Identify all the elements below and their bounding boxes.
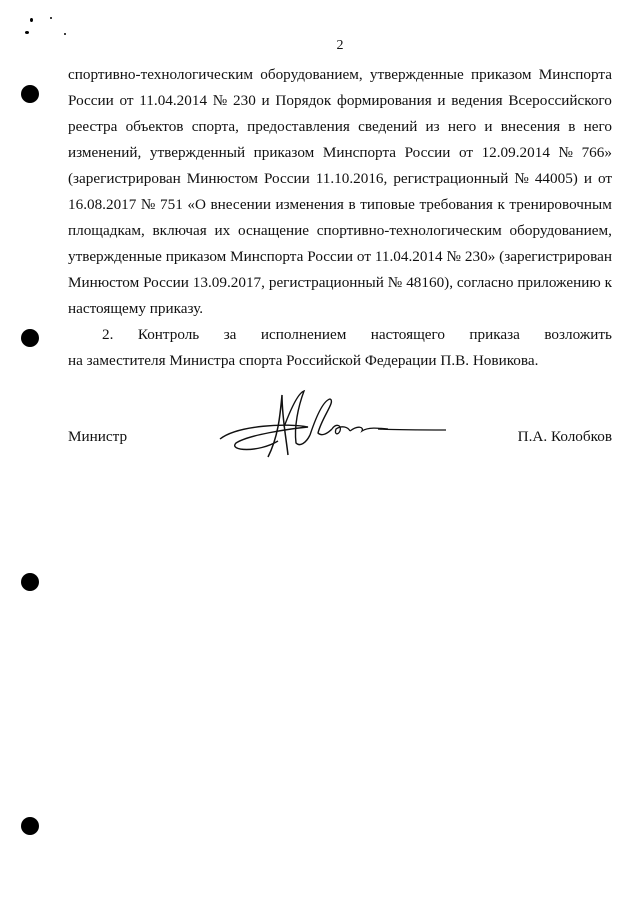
body-word: №	[558, 144, 573, 161]
body-word: спорта,	[191, 118, 239, 135]
body-word: №	[446, 248, 462, 265]
body-word: него	[447, 118, 477, 135]
body-word: в	[348, 196, 356, 213]
body-word: 48160),	[406, 274, 454, 291]
body-line	[68, 88, 612, 114]
body-word: сведений	[358, 118, 418, 135]
signer-name: П.А. Колобков	[517, 428, 612, 445]
body-word: 11.10.2016,	[315, 170, 388, 187]
body-word: России	[263, 170, 310, 187]
body-line	[68, 218, 612, 244]
body-word: Порядок	[275, 92, 332, 109]
body-word: внесения	[500, 118, 561, 135]
body-line	[68, 270, 612, 296]
paragraph-1-last-line: настоящему приказу.	[68, 300, 204, 317]
body-word: от	[458, 144, 473, 161]
body-word: тренировочным	[509, 196, 612, 213]
scan-speck	[64, 33, 66, 35]
body-word: России	[404, 144, 451, 161]
binder-hole-3	[21, 573, 39, 591]
body-word: Минюстом	[68, 274, 140, 291]
body-word: Всероссийского	[508, 92, 612, 109]
binder-hole-1	[21, 85, 39, 103]
item-2-word: возложить	[544, 326, 612, 343]
scan-speck	[50, 17, 52, 19]
body-word: спортивно-технологическим	[68, 66, 254, 83]
item-2-word: за	[223, 326, 237, 343]
body-word: регистрационный	[268, 274, 384, 291]
body-word: площадкам,	[68, 222, 145, 239]
body-word: формирования	[337, 92, 432, 109]
body-word: 16.08.2017	[68, 196, 137, 213]
body-word: регистрационный	[393, 170, 509, 187]
body-word: внесении	[210, 196, 271, 213]
body-word: (зарегистрирован	[499, 248, 612, 265]
scan-speck	[30, 18, 33, 22]
body-word: 12.09.2014	[481, 144, 550, 161]
body-word: Минюстом	[186, 170, 258, 187]
item-2-word: 2.	[102, 326, 114, 343]
item-2-word: приказа	[469, 326, 520, 343]
body-word: приказом	[470, 66, 532, 83]
body-word: оснащение	[238, 222, 310, 239]
body-word: него	[583, 118, 612, 135]
body-word: Минспорта	[538, 66, 612, 83]
body-word: 13.09.2017,	[192, 274, 265, 291]
scan-speck	[25, 31, 29, 34]
binder-hole-4	[21, 817, 39, 835]
body-word: «О	[187, 196, 206, 213]
handwritten-signature	[218, 387, 448, 467]
body-word: их	[214, 222, 231, 239]
body-word: 11.04.2014	[139, 92, 208, 109]
body-word: приложению	[517, 274, 601, 291]
body-word: изменений,	[68, 144, 142, 161]
item-2-word: настоящего	[370, 326, 445, 343]
body-word: 11.04.2014	[374, 248, 443, 265]
body-word: от	[119, 92, 134, 109]
body-word: и	[583, 170, 592, 187]
body-word: оборудованием,	[260, 66, 363, 83]
body-word: согласно	[456, 274, 514, 291]
signature-block	[68, 422, 612, 462]
body-word: утвержденные	[68, 248, 162, 265]
body-word: 230	[233, 92, 256, 109]
item-2-last-line: на заместителя Министра спорта Российской Федерации П.В. Новикова.	[68, 352, 539, 369]
body-word: к	[604, 274, 612, 291]
body-word: в	[568, 118, 576, 135]
document-body	[68, 62, 612, 374]
body-word: спортивно-технологическим	[316, 222, 502, 239]
body-word: 44005)	[534, 170, 578, 187]
page-number: 2	[336, 38, 344, 53]
body-word: №	[387, 274, 403, 291]
item-2-word: Контроль	[137, 326, 200, 343]
body-word: утвержденный	[149, 144, 246, 161]
body-word: к	[497, 196, 505, 213]
body-word: и	[261, 92, 270, 109]
body-word: от	[597, 170, 612, 187]
body-line	[68, 166, 612, 192]
body-line	[68, 62, 612, 88]
body-word: 751	[160, 196, 183, 213]
body-word: оборудованием,	[509, 222, 612, 239]
body-word: 766»	[581, 144, 612, 161]
body-word: приказом	[165, 248, 227, 265]
body-word: ведения	[451, 92, 503, 109]
body-word: объектов	[125, 118, 184, 135]
body-word: утвержденные	[369, 66, 464, 83]
body-word: требования	[419, 196, 493, 213]
binder-hole-2	[21, 329, 39, 347]
body-word: России	[68, 92, 114, 109]
signer-title: Министр	[68, 428, 128, 445]
body-word: России	[307, 248, 354, 265]
body-word: включая	[152, 222, 207, 239]
body-word: 230»	[464, 248, 496, 265]
body-word: изменения	[275, 196, 344, 213]
body-line	[68, 140, 612, 166]
body-word: и	[437, 92, 446, 109]
body-word: реестра	[68, 118, 118, 135]
body-word: от	[356, 248, 371, 265]
body-word: России	[143, 274, 189, 291]
body-word: №	[140, 196, 156, 213]
body-word: и	[484, 118, 493, 135]
body-word: приказом	[253, 144, 315, 161]
body-word: Минспорта	[230, 248, 304, 265]
item-2-word: исполнением	[260, 326, 347, 343]
body-word: типовые	[360, 196, 415, 213]
body-word: №	[212, 92, 228, 109]
body-line	[68, 114, 612, 140]
item-2-first-line	[68, 322, 612, 348]
body-word: предоставления	[247, 118, 350, 135]
body-line	[68, 192, 612, 218]
body-word: (зарегистрирован	[68, 170, 181, 187]
body-word: Минспорта	[322, 144, 397, 161]
body-word: из	[425, 118, 440, 135]
paragraph-1-lines	[68, 62, 612, 296]
body-word: №	[514, 170, 529, 187]
body-line	[68, 244, 612, 270]
